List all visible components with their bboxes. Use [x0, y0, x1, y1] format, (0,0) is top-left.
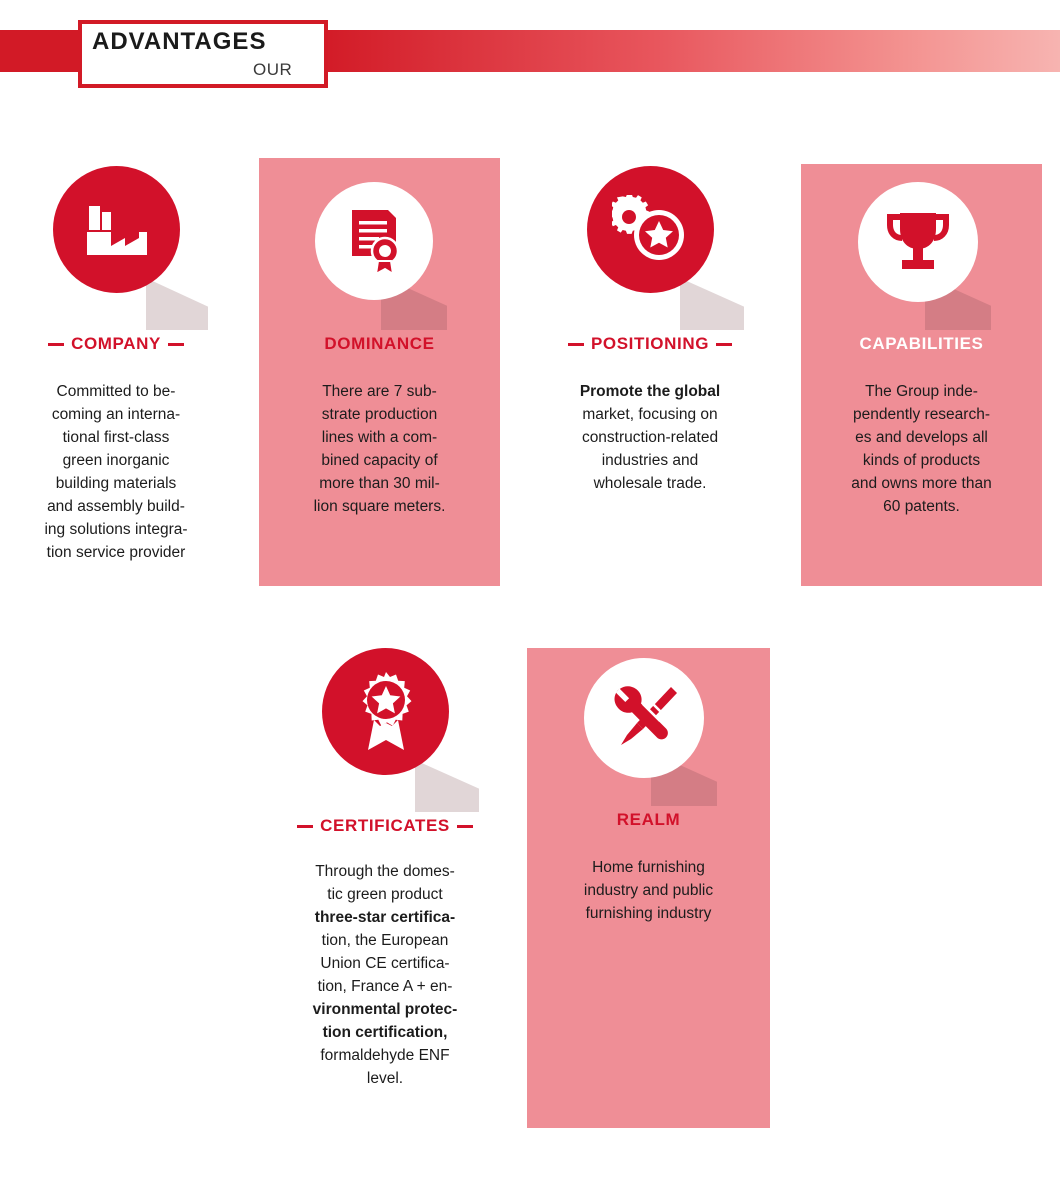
page-title: ADVANTAGES [92, 28, 267, 55]
card-text-dominance: There are 7 sub- strate production lines with a com- bined capacity of more than 30 mil- lion square meters. [313, 383, 446, 515]
title-dash-right [168, 343, 184, 346]
card-title-certificates: CERTIFICATES [282, 816, 488, 836]
award-ribbon-icon [322, 648, 449, 775]
title-dash-right [457, 825, 473, 828]
trophy-icon [858, 182, 978, 302]
title-dash-left [568, 343, 584, 346]
card-text-company: Committed to be- coming an interna- tional first-class green inorganic building materials and assembly build- ing solutions integra- tion service provider [44, 383, 188, 561]
title-dash-left [297, 825, 313, 828]
title-dash-right [716, 343, 732, 346]
card-company[interactable] [18, 158, 214, 588]
gear-star-icon [587, 166, 714, 293]
card-text-capabilities: The Group inde- pendently research- es and develops all kinds of products and owns more than 60 patents. [851, 383, 992, 515]
card-title-capabilities: CAPABILITIES [859, 334, 984, 353]
card-title-dominance: DOMINANCE [324, 334, 435, 353]
card-title-company: COMPANY [18, 334, 214, 354]
page-subtitle: OUR [253, 60, 293, 79]
wrench-screwdriver-icon [584, 658, 704, 778]
icon-shadow [415, 760, 479, 812]
card-dominance[interactable] [259, 158, 500, 586]
title-dash-left [48, 343, 64, 346]
icon-shadow [146, 278, 208, 330]
card-positioning[interactable] [545, 158, 755, 558]
card-title-positioning: POSITIONING [545, 334, 755, 354]
card-capabilities[interactable] [801, 164, 1042, 586]
factory-icon [53, 166, 180, 293]
card-certificates[interactable] [282, 648, 488, 1118]
icon-shadow [680, 278, 744, 330]
card-text-realm: Home furnishing industry and public furnishing industry [583, 859, 714, 922]
card-realm[interactable] [527, 648, 770, 1128]
header-banner [0, 0, 1060, 110]
card-text-positioning: Promote the global market, focusing on construction-related industries and wholesale trade. [579, 383, 721, 492]
certificate-document-icon [315, 182, 433, 300]
card-title-realm: REALM [616, 810, 681, 829]
card-text-certificates: Through the domes- tic green product three-star certifica- tion, the European Union CE certifica- tion, France A + en- vironmental protec- tion certification, formaldehyde ENF level. [312, 863, 458, 1087]
